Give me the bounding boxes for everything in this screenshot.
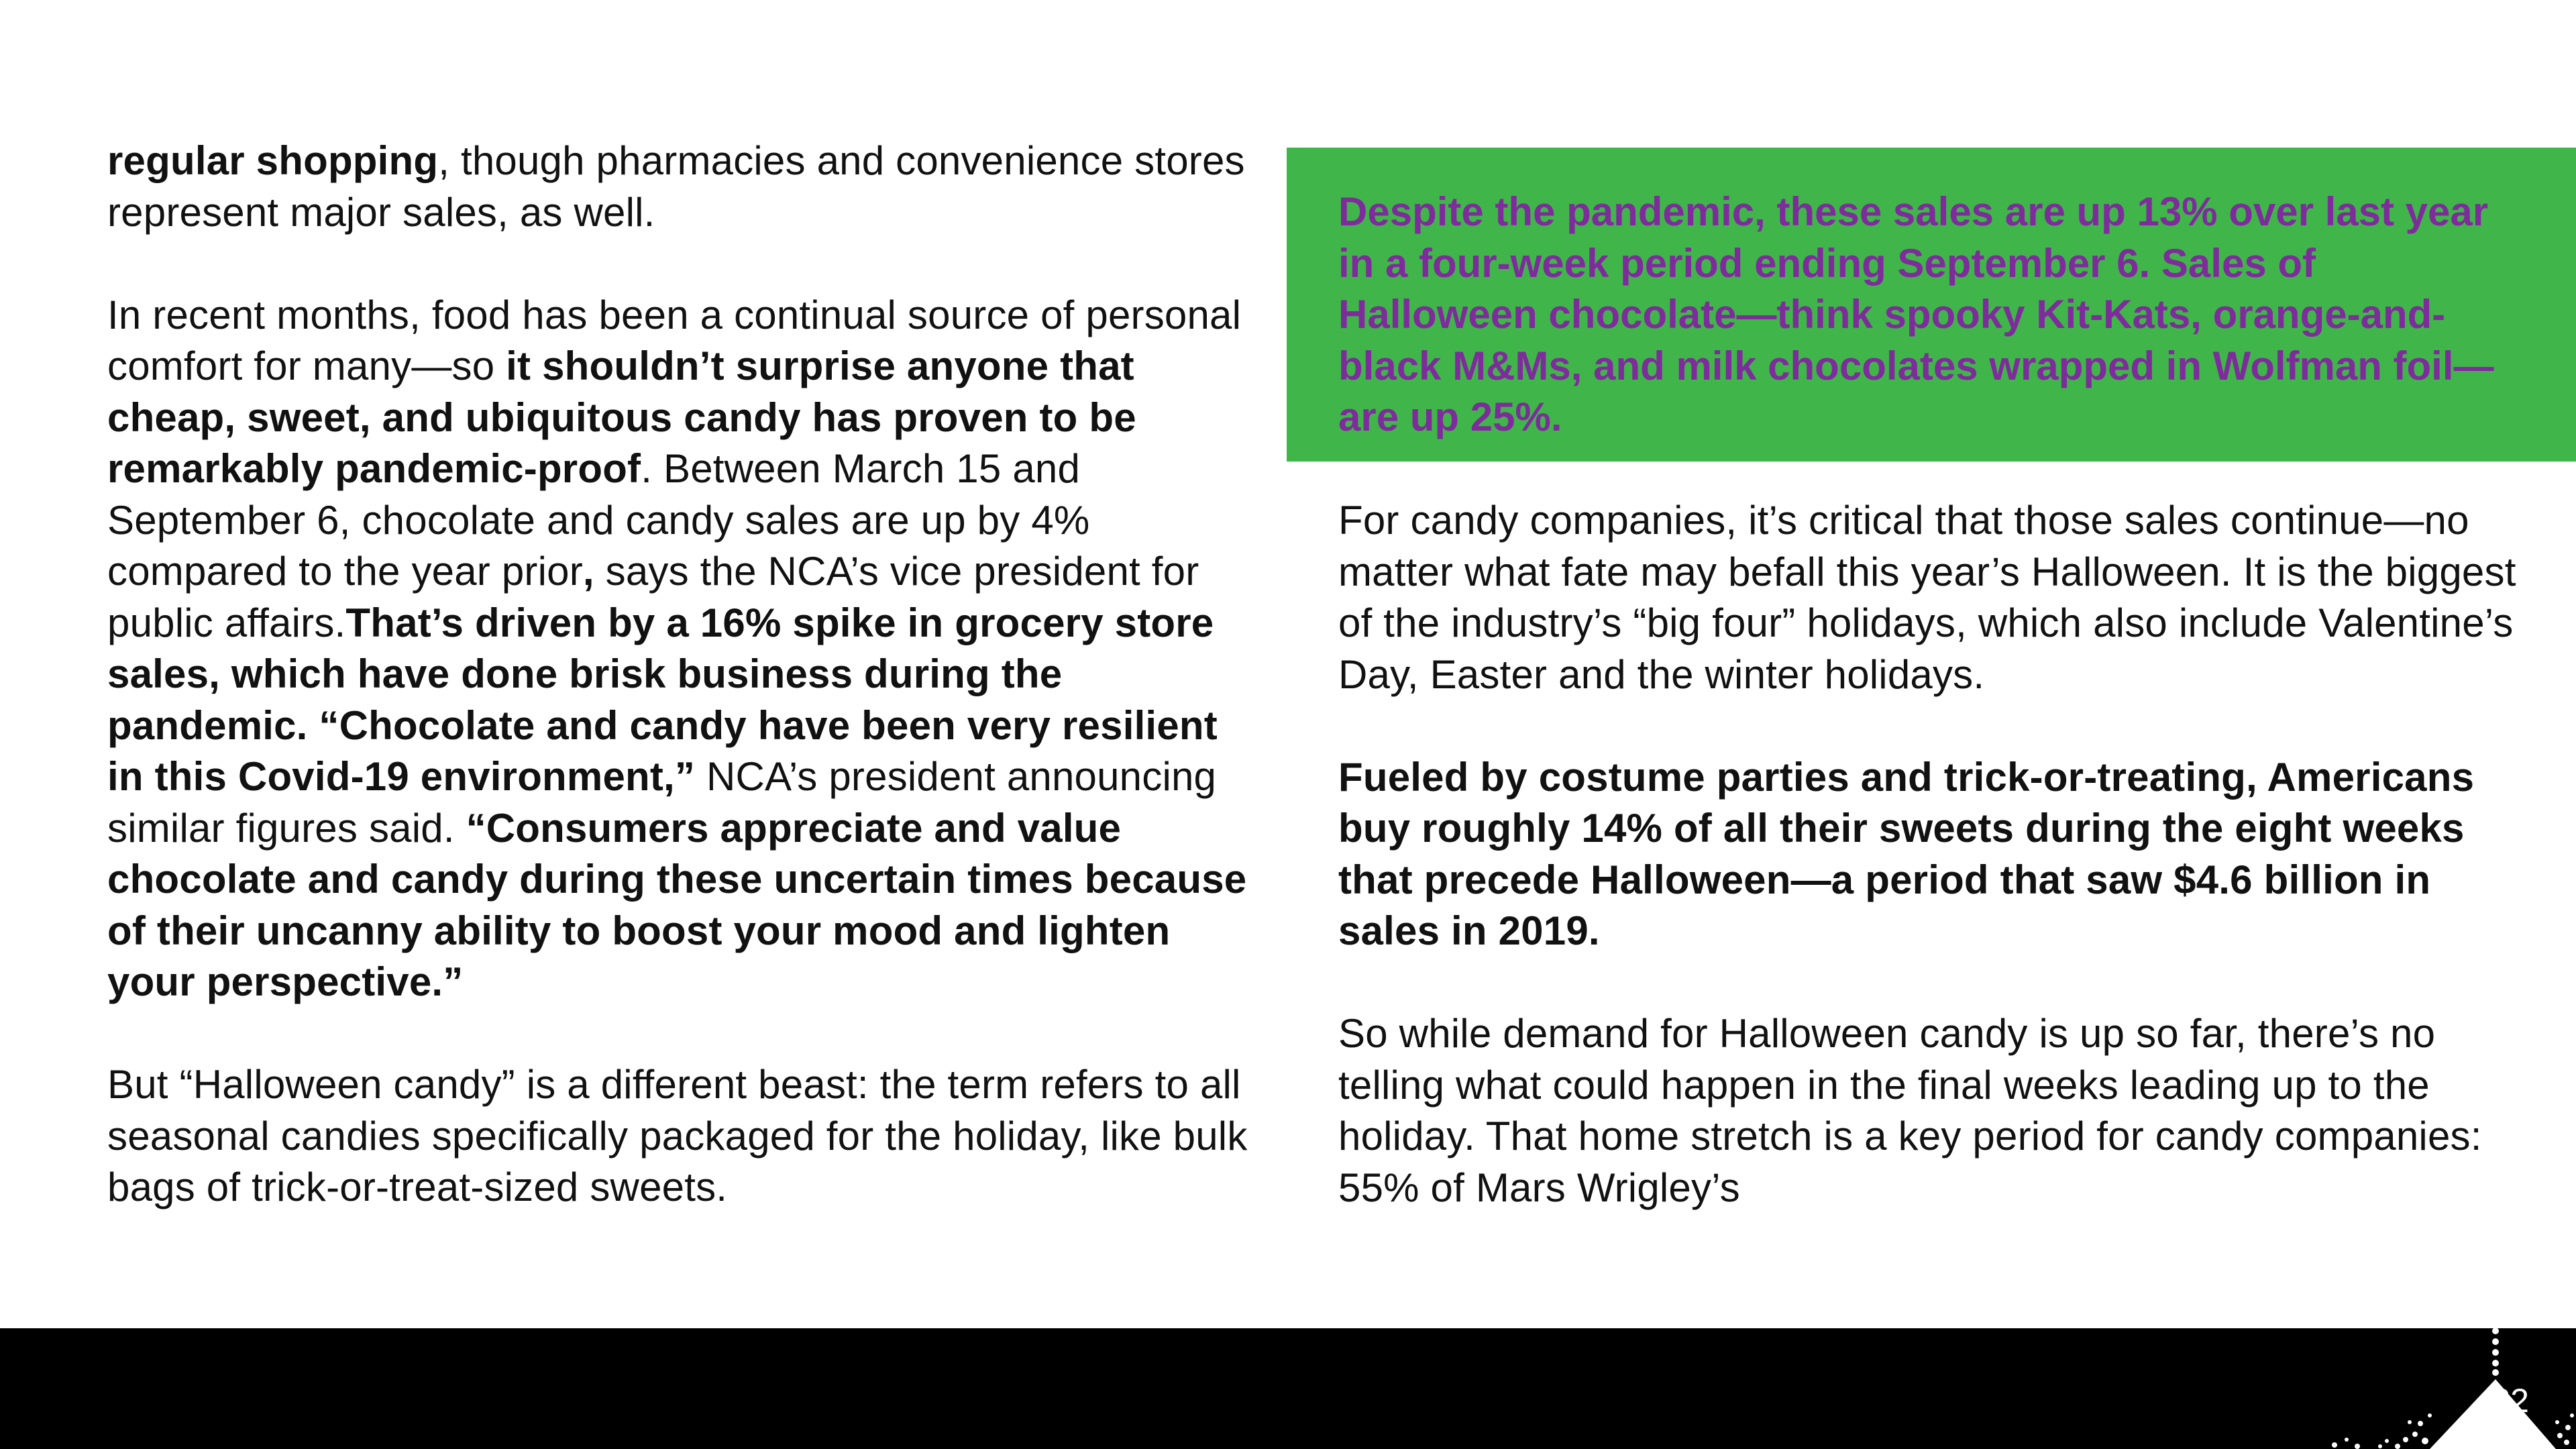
bold-text-run: it shouldn’t surprise anyone that cheap, sweet, and ubiquitous candy has proven to be remarkably pandemic-proof (107, 343, 1136, 491)
left-paragraph-2 (107, 290, 1261, 1008)
callout-quote: Despite the pandemic, these sales are up 13% over last year in a four-week period ending September 6. Sales of Halloween chocolate—think spooky Kit-Kats, orange-and-black M&Ms, and milk chocolates wrapped in Wolfman foil—are up 25%. (1338, 189, 2494, 439)
bold-text-run: That’s driven by a 16% spike in grocery store sales, which have done brisk business during the pandemic. “Chocolate and candy have been very resilient in this Covid-19 environment,” (107, 600, 1218, 799)
right-paragraph-2 (1338, 752, 2519, 957)
right-paragraph-3 (1338, 1008, 2519, 1214)
left-paragraph-1 (107, 136, 1261, 238)
footer-band (0, 1328, 2576, 1449)
text-run: But “Halloween candy” is a different beast: the term refers to all seasonal candies specifically packaged for the holiday, like bulk bags of trick-or-treat-sized sweets. (107, 1062, 1248, 1210)
right-paragraph-1 (1338, 495, 2519, 700)
text-run: For candy companies, it’s critical that those sales continue—no matter what fate may befall this year’s Halloween. It is the biggest of the industry’s “big four” holidays, which also include Valentine’s Day, Easter and the winter holidays. (1338, 498, 2516, 697)
text-run: NCA’s president announcing similar figures said. (107, 754, 1217, 851)
text-run: In recent months, food has been a continual source of personal comfort for many—so (107, 292, 1242, 388)
page-number: 22 (2491, 1382, 2529, 1419)
text-run: So while demand for Halloween candy is up so far, there’s no telling what could happen in the final weeks leading up to the holiday. That home stretch is a key period for candy companies: 55% of Mars Wrigley’s (1338, 1011, 2482, 1210)
right-column (1338, 495, 2519, 1214)
bold-text-run: regular shopping (107, 138, 439, 183)
text-run: , though pharmacies and convenience stores represent major sales, as well. (107, 138, 1245, 235)
bold-text-run: , (582, 549, 594, 594)
bold-text-run: Fueled by costume parties and trick-or-treating, Americans buy roughly 14% of all their sweets during the eight weeks that precede Halloween—a period that saw $4.6 billion in sales in 2019. (1338, 754, 2475, 953)
left-column (107, 136, 1261, 1214)
text-run: says the NCA’s vice president for public affairs. (107, 549, 1199, 645)
text-run: . Between March 15 and September 6, chocolate and candy sales are up by 4% compared to the year prior (107, 446, 1090, 594)
left-paragraph-3 (107, 1059, 1261, 1214)
bold-text-run: “Consumers appreciate and value chocolate and candy during these uncertain times because of their uncanny ability to boost your mood and lighten your perspective.” (107, 805, 1247, 1004)
